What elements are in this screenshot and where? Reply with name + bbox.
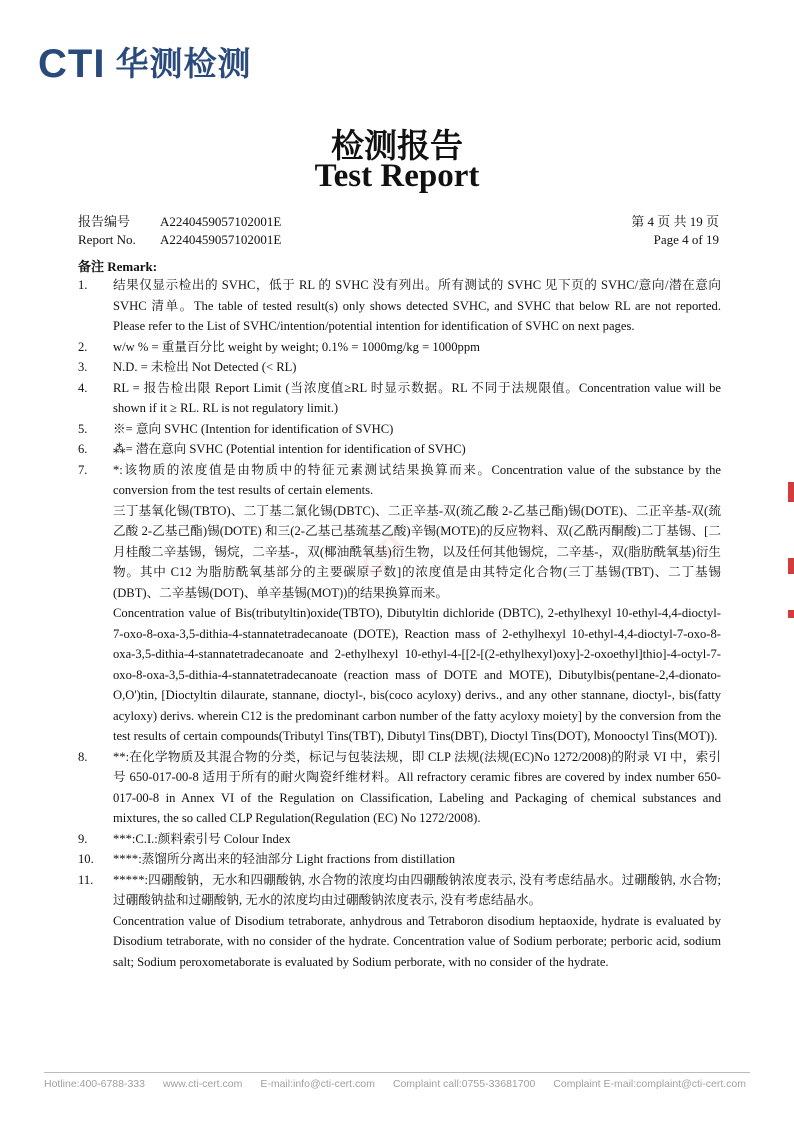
remark-note	[78, 870, 721, 973]
note-number: 8.	[78, 749, 88, 764]
company-logo	[38, 44, 251, 84]
note-text	[113, 870, 721, 973]
note-number: 7.	[78, 462, 88, 477]
note-paragraph: ※= 意向 SVHC (Intention for identification of SVHC)	[113, 421, 394, 436]
note-text	[113, 849, 721, 870]
note-number: 5.	[78, 421, 88, 436]
note-paragraph: ****:蒸馏所分离出来的轻油部分 Light fractions from distillation	[113, 852, 456, 866]
remark-note	[78, 460, 721, 747]
note-text	[113, 419, 721, 440]
note-number: 2.	[78, 339, 88, 354]
note-paragraph: **:在化学物质及其混合物的分类，标记与包装法规，即 CLP 法规(法规(EC)No 1272/2008)的附录 VI 中，索引号 650-017-00-8 适用于所有的耐火陶瓷纤维材料。All refractory ceramic fibres are covered by index number 650-017-00-8 in Annex VI of the Regulation on Classification, Labeling and Packaging of chemical substances and mixtures, the so called CLP Regulation(Regulation (EC) No 1272/2008).	[113, 749, 721, 825]
page-number-block	[631, 213, 719, 249]
note-paragraph: ***:C.I.:颜料索引号 Colour Index	[113, 831, 291, 846]
footer-website: www.cti-cert.com	[163, 1078, 243, 1090]
note-number: 9.	[78, 831, 88, 846]
footer-divider	[44, 1072, 750, 1073]
note-text	[113, 747, 721, 829]
report-no-value: A2240459057102001E	[160, 214, 282, 229]
note-paragraph: Concentration value of Bis(tributyltin)oxide(TBTO), Dibutyltin dichloride (DBTC), 2-ethylhexyl 10-ethyl-4,4-dioctyl-7-oxo-8-oxa-3,5-dithia-4-stannatetradecanoate (DOTE), Reaction mass of 2-ethylhexyl 10-ethyl-4,4-dioctyl-7-oxo-8- oxa-3,5-dithia-4-stannatetradecanoate and 2-ethylhexyl 10-ethyl-4-[[2-[(2-ethylhexyl)oxy]-2-oxoethyl]thio]-4-octyl-7-oxo-8-oxa-3,5-dithia-4-stannatetradecanoate (reaction mass of DOTE and MOTE), Dibutylbis(pentane-2,4-dionato-O,O')tin, [Dioctyltin dilaurate, stannane, dioctyl-, bis(coco acyloxy) derivs., and any other stannane, dioctyl-, bis(fatty acyloxy) derivs. wherein C12 is the predominant carbon number of the fatty acyloxy moiety] by the conversion from the test results of certain compounds(Tributyl Tins(TBT), Dibutyl Tins(DBT), Dioctyl Tins(DOT), Monooctyl Tins(MOT)).	[113, 606, 721, 743]
page-number-en: Page 4 of 19	[653, 232, 719, 247]
report-title-cn: 检测报告	[331, 126, 463, 165]
remark-note	[78, 439, 721, 460]
remark-note	[78, 275, 721, 337]
watermark: CTI	[355, 528, 410, 583]
note-paragraph: ⁂= 潜在意向 SVHC (Potential intention for identification of SVHC)	[113, 442, 466, 456]
note-text	[113, 829, 721, 850]
remark-note	[78, 849, 721, 870]
note-paragraph: w/w % = 重量百分比 weight by weight; 0.1% = 1000mg/kg = 1000ppm	[113, 339, 480, 354]
footer-hotline: Hotline:400-6788-333	[44, 1078, 145, 1090]
note-text	[113, 460, 721, 747]
remark-note	[78, 378, 721, 419]
footer	[44, 1078, 764, 1090]
footer-email: E-mail:info@cti-cert.com	[260, 1078, 375, 1090]
note-paragraph: RL = 报告检出限 Report Limit (当浓度值≥RL 时显示数据。RL 不同于法规限值。Concentration value will be shown if it ≥ RL. RL is not regulatory limit.)	[113, 380, 721, 415]
footer-complaint-call: Complaint call:0755-33681700	[392, 1078, 536, 1090]
note-paragraph: N.D. = 未检出 Not Detected (< RL)	[113, 360, 297, 374]
note-text	[113, 337, 721, 358]
note-paragraph: Concentration value of Disodium tetraborate, anhydrous and Tetraboron disodium heptaoxide, hydrate is evaluated by Disodium tetraborate, with no consider of the hydrate. Concentration value of Sodium perborate; perboric acid, sodium salt; Sodium peroxometaborate is evaluated by Sodium perborate, with no consider of the hydrate.	[113, 913, 721, 969]
note-paragraph: 三丁基氧化锡(TBTO)、二丁基二氯化锡(DBTC)、二正辛基-双(巯乙酸 2-乙基己酯)锡(DOTE)、二正辛基-双(巯乙酸 2-乙基己酯)锡(DOTE) 和三(2-乙基己基巯基乙酸)辛锡(MOTE)的反应物料、双(乙酰丙酮酸)二丁基锡、[二月桂酸二辛基锡，锡烷，二辛基-，双(椰油酰氧基)衍生物，以及任何其他锡烷，二辛基-，双(脂肪酰氧基)衍生物。其中 C12 为脂肪酰氧基部分的主要碳原子数]的浓度值是由其特定化合物(三丁基锡(TBT)、二丁基锡(DBT)、二辛基锡(DOT)、单辛基锡(MOT))的结果换算而来。	[113, 503, 721, 600]
note-text	[113, 378, 721, 419]
note-number: 11.	[78, 872, 94, 887]
page-number-cn: 第 4 页 共 19 页	[631, 214, 719, 229]
remark-note	[78, 747, 721, 829]
note-number: 1.	[78, 278, 88, 292]
logo-chinese-text: 华测检测	[115, 44, 252, 83]
remark-notes-list	[78, 275, 721, 972]
note-paragraph: 结果仅显示检出的 SVHC，低于 RL 的 SVHC 没有列出。所有测试的 SVHC 见下页的 SVHC/意向/潜在意向 SVHC 清单。The table of tested result(s) only shows detected SVHC, and SVHC that below RL are not reported. Please refer to the List of SVHC/intention/potential intention for identification of SVHC on next pages.	[113, 278, 721, 333]
logo-latin-text: CTI	[38, 42, 106, 86]
remark-note	[78, 357, 721, 378]
note-text	[113, 275, 721, 337]
remark-note	[78, 419, 721, 440]
report-title-en: Test Report	[314, 158, 480, 194]
note-number: 4.	[78, 380, 88, 395]
footer-complaint-email: Complaint E-mail:complaint@cti-cert.com	[553, 1078, 747, 1090]
note-number: 3.	[78, 360, 88, 374]
note-number: 6.	[78, 442, 88, 456]
note-paragraph: *****:四硼酸钠，无水和四硼酸钠, 水合物的浓度均由四硼酸钠浓度表示, 没有考虑结晶水。过硼酸钠, 水合物; 过硼酸钠盐和过硼酸钠, 无水的浓度均由过硼酸钠浓度表示, 没有考虑结晶水。	[113, 872, 721, 907]
report-no-label-en: Report No.	[78, 232, 136, 247]
remark-note	[78, 829, 721, 850]
report-no-label-cn: 报告编号	[78, 214, 131, 229]
note-text	[113, 439, 721, 460]
report-no-value: A2240459057102001E	[160, 232, 282, 247]
note-paragraph: *:该物质的浓度值是由物质中的特征元素测试结果换算而来。Concentration value of the substance by the conversion from the test results of certain elements.	[113, 462, 721, 497]
note-text	[113, 357, 721, 378]
report-number-block	[78, 213, 281, 249]
remark-note	[78, 337, 721, 358]
remark-heading: 备注 Remark:	[78, 259, 158, 274]
note-number: 10.	[78, 852, 94, 866]
